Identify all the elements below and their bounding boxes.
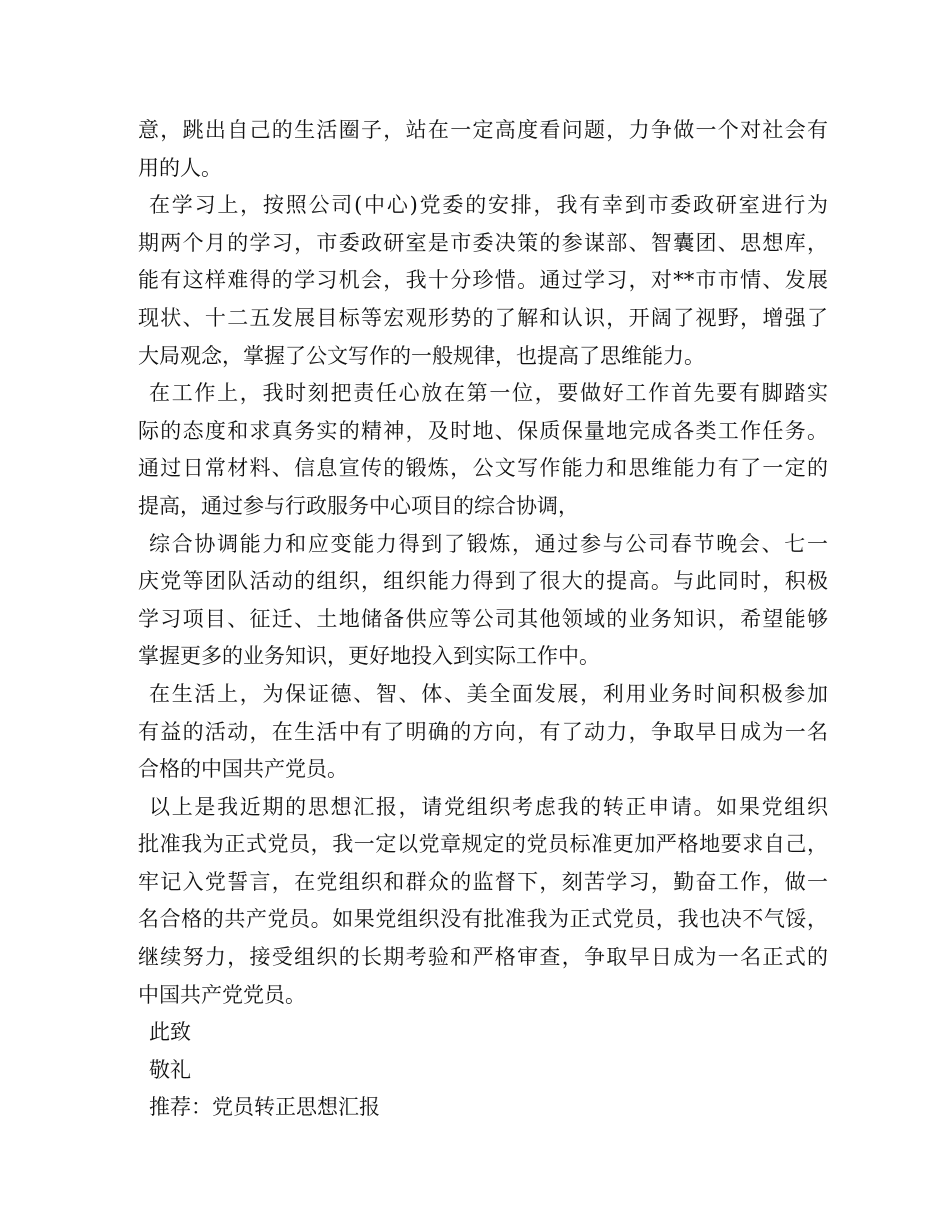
text-line: 继续努力，接受组织的长期考验和严格审查，争取早日成为一名正式的 (138, 945, 828, 970)
text-line: 掌握更多的业务知识，更好地投入到实际工作中。 (138, 644, 600, 669)
paragraph (138, 375, 828, 525)
paragraph (138, 526, 828, 676)
document-body (138, 112, 828, 1127)
text-line: 在生活上，为保证德、智、体、美全面发展，利用业务时间积极参加 (149, 681, 828, 706)
text-line: 合格的中国共产党员。 (138, 757, 348, 782)
text-line: 牢记入党誓言，在党组织和群众的监督下，刻苦学习，勤奋工作，做一 (138, 869, 828, 894)
text-line: 大局观念，掌握了公文写作的一般规律，也提高了思维能力。 (138, 343, 705, 368)
recommend-link[interactable]: 推荐：党员转正思想汇报 (149, 1095, 380, 1120)
text-line: 际的态度和求真务实的精神，及时地、保质保量地完成各类工作任务。 (138, 418, 828, 443)
text-line: 用的人。 (138, 155, 222, 180)
paragraph (138, 789, 828, 1015)
text-line: 在工作上，我时刻把责任心放在第一位，要做好工作首先要有脚踏实 (149, 381, 828, 406)
text-line: 现状、十二五发展目标等宏观形势的了解和认识，开阔了视野，增强了 (138, 305, 828, 330)
text-line: 名合格的共产党员。如果党组织没有批准我为正式党员，我也决不气馁， (138, 907, 828, 932)
text-line: 学习项目、征迁、土地储备供应等公司其他领域的业务知识，希望能够 (138, 606, 828, 631)
salutation-cizhi: 此致 (149, 1020, 191, 1045)
text-line: 能有这样难得的学习机会，我十分珍惜。通过学习，对**市市情、发展 (138, 268, 828, 293)
paragraph (138, 112, 828, 187)
text-line: 以上是我近期的思想汇报，请党组织考虑我的转正申请。如果党组织 (149, 794, 828, 819)
text-line: 意，跳出自己的生活圈子，站在一定高度看问题，力争做一个对社会有 (138, 118, 828, 142)
text-line: 有益的活动，在生活中有了明确的方向，有了动力，争取早日成为一名 (138, 719, 828, 744)
text-line: 提高，通过参与行政服务中心项目的综合协调， (138, 493, 579, 518)
paragraph (138, 187, 828, 375)
closing-block (138, 1014, 828, 1127)
text-line: 庆党等团队活动的组织，组织能力得到了很大的提高。与此同时，积极 (138, 569, 828, 594)
text-line: 批准我为正式党员，我一定以党章规定的党员标准更加严格地要求自己， (138, 832, 828, 857)
paragraph (138, 676, 828, 789)
text-line: 通过日常材料、信息宣传的锻炼，公文写作能力和思维能力有了一定的 (138, 456, 828, 481)
text-line: 期两个月的学习，市委政研室是市委决策的参谋部、智囊团、思想库， (138, 230, 828, 255)
text-line: 中国共产党党员。 (138, 982, 306, 1007)
text-line: 综合协调能力和应变能力得到了锻炼，通过参与公司春节晚会、七一 (149, 531, 828, 556)
salutation-jingli: 敬礼 (149, 1057, 191, 1082)
text-line: 在学习上，按照公司(中心)党委的安排，我有幸到市委政研室进行为 (149, 193, 828, 218)
